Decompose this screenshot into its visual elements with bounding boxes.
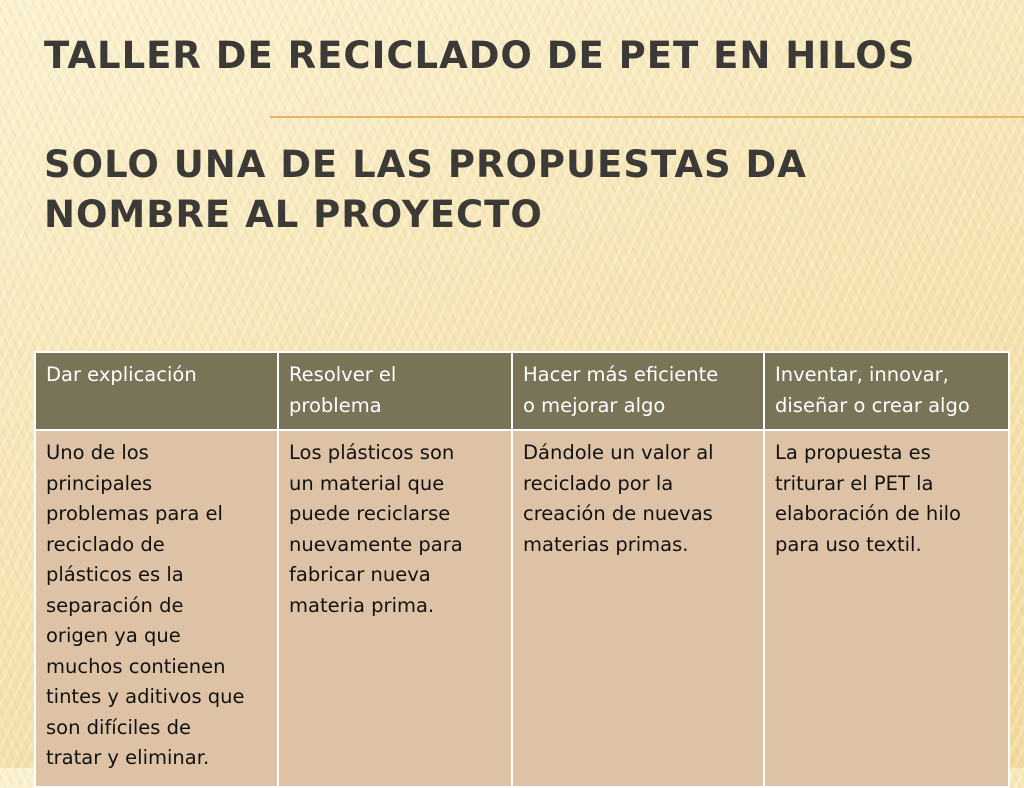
cell-hacer-mas-eficiente: Dándole un valor al reciclado por la creación de nuevas materias primas. <box>512 430 764 787</box>
slide-title: TALLER DE RECICLADO DE PET EN HILOS <box>44 34 916 77</box>
table-header-row <box>35 352 1009 430</box>
proposals-table <box>34 351 1010 788</box>
header-dar-explicacion: Dar explicación <box>35 352 278 430</box>
table-row <box>35 430 1009 787</box>
header-hacer-mas-eficiente: Hacer más eficiente o mejorar algo <box>512 352 764 430</box>
header-resolver-problema: Resolver el problema <box>278 352 512 430</box>
title-divider <box>270 116 1024 118</box>
cell-dar-explicacion: Uno de los principales problemas para el reciclado de plásticos es la separación de origen ya que muchos contienen tintes y aditivos que son difíciles de tratar y eliminar. <box>35 430 278 787</box>
slide-subtitle: SOLO UNA DE LAS PROPUESTAS DA NOMBRE AL PROYECTO <box>44 143 807 236</box>
cell-resolver-problema: Los plásticos son un material que puede reciclarse nuevamente para fabricar nueva materia prima. <box>278 430 512 787</box>
header-inventar-innovar: Inventar, innovar, diseñar o crear algo <box>764 352 1009 430</box>
cell-inventar-innovar: La propuesta es triturar el PET la elaboración de hilo para uso textil. <box>764 430 1009 787</box>
